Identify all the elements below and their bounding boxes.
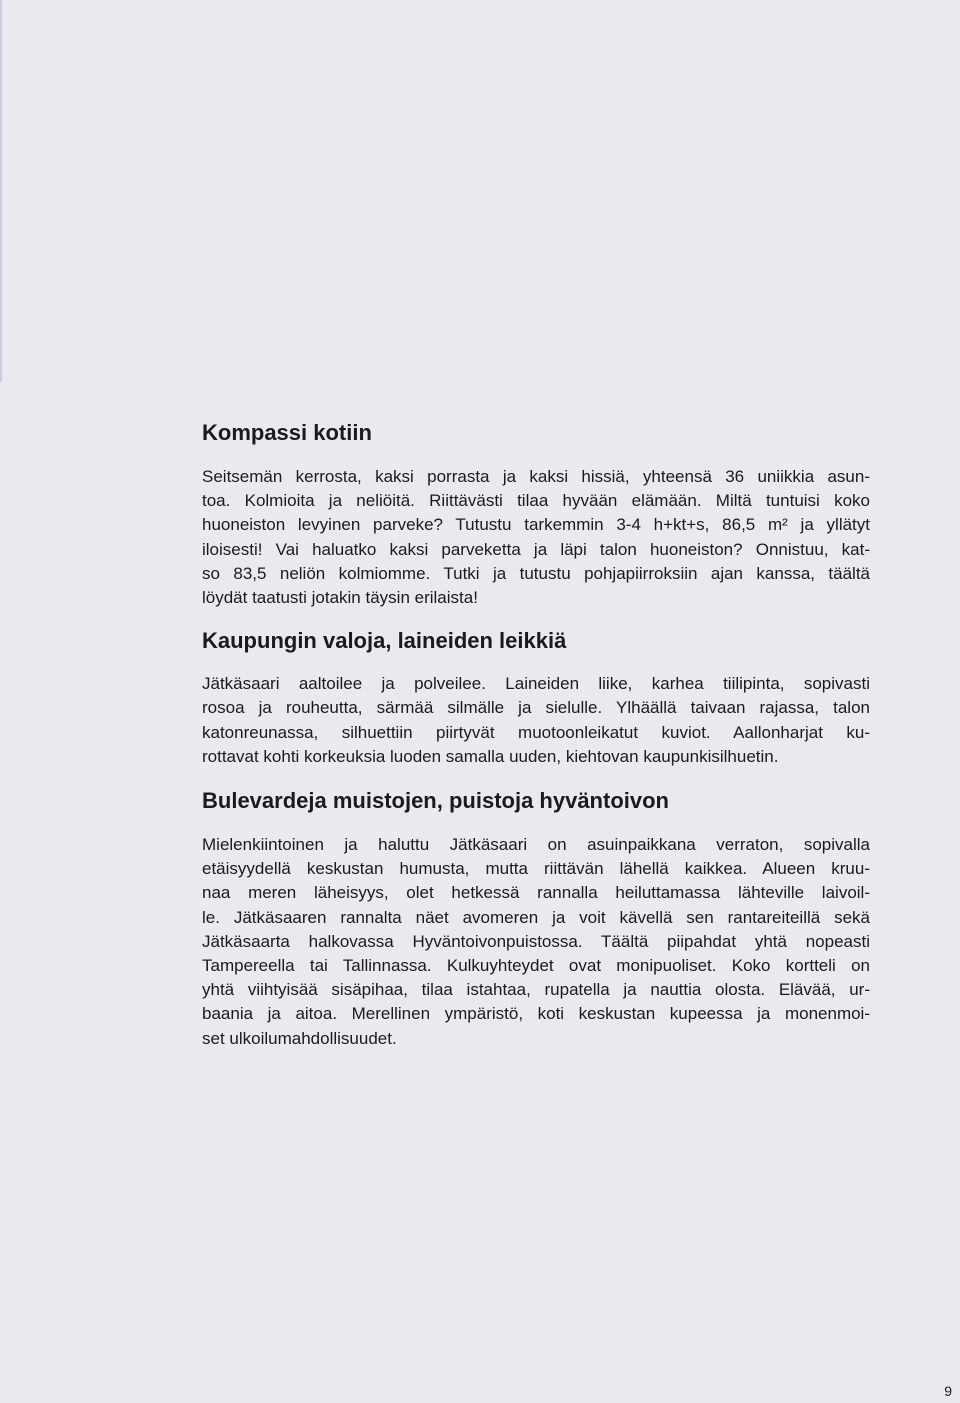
- section-paragraph-kaupungin-valoja: [202, 672, 870, 769]
- paragraph-line: rottavat kohti korkeuksia luoden samalla uuden, kiehtovan kaupunkisilhuetin.: [202, 746, 779, 766]
- paragraph-line: rosoa ja rouheutta, särmää silmälle ja sielulle. Ylhäällä taivaan rajassa, talon: [202, 698, 870, 718]
- section-heading-bulevardeja-muistojen: Bulevardeja muistojen, puistoja hyväntoivon: [202, 788, 669, 814]
- paragraph-line: Jätkäsaari aaltoilee ja polveilee. Laineiden liike, karhea tiilipinta, sopivasti: [202, 674, 870, 694]
- paragraph-line: Jätkäsaarta halkovassa Hyväntoivonpuistossa. Täältä piipahdat yhtä nopeasti: [202, 931, 870, 951]
- paragraph-line: naa meren läheisyys, olet hetkessä rannalla heiluttamassa lähteville laivoil-: [202, 883, 870, 903]
- section-paragraph-bulevardeja-muistojen: [202, 833, 870, 1051]
- paragraph-line: Mielenkiintoinen ja haluttu Jätkäsaari on asuinpaikkana verraton, sopivalla: [202, 835, 870, 855]
- section-heading-kompassi-kotiin: Kompassi kotiin: [202, 420, 372, 445]
- paragraph-line: Tampereella tai Tallinnassa. Kulkuyhteydet ovat monipuoliset. Koko kortteli on: [202, 956, 870, 976]
- paragraph-line: baania ja aitoa. Merellinen ympäristö, koti keskustan kupeessa ja monenmoi-: [202, 1004, 870, 1024]
- page-number: 9: [944, 1383, 952, 1399]
- paragraph-line: le. Jätkäsaaren rannalta näet avomeren ja voit kävellä sen rantareiteillä sekä: [202, 907, 870, 927]
- paragraph-line: yhtä viihtyisää sisäpihaa, tilaa istahtaa, rupatella ja nauttia olosta. Elävää, ur-: [202, 980, 870, 1000]
- paragraph-line: Seitsemän kerrosta, kaksi porrasta ja kaksi hissiä, yhteensä 36 uniikkia asun-: [202, 467, 870, 486]
- paragraph-line: iloisesti! Vai haluatko kaksi parveketta ja läpi talon huoneiston? Onnistuu, kat-: [202, 539, 870, 559]
- paragraph-line: etäisyydellä keskustan humusta, mutta riittävän lähellä kaikkea. Alueen kruu-: [202, 859, 870, 879]
- paragraph-line: so 83,5 neliön kolmiomme. Tutki ja tutustu pohjapiirroksiin ajan kanssa, täältä: [202, 563, 870, 583]
- page-edge-line: [0, 0, 2, 382]
- section-heading-kaupungin-valoja: Kaupungin valoja, laineiden leikkiä: [202, 628, 567, 654]
- paragraph-line: set ulkoilumahdollisuudet.: [202, 1028, 397, 1048]
- article-body: [202, 418, 870, 1051]
- paragraph-line: huoneiston levyinen parveke? Tutustu tarkemmin 3-4 h+kt+s, 86,5 m² ja yllätyt: [202, 515, 870, 535]
- paragraph-line: katonreunassa, silhuettiin piirtyvät muotoonleikatut kuviot. Aallonharjat ku-: [202, 722, 870, 742]
- paragraph-line: toa. Kolmioita ja neliöitä. Riittävästi tilaa hyvään elämään. Miltä tuntuisi koko: [202, 491, 870, 511]
- paragraph-line: löydät taatusti jotakin täysin erilaista!: [202, 588, 478, 608]
- section-paragraph-kompassi-kotiin: [202, 465, 870, 610]
